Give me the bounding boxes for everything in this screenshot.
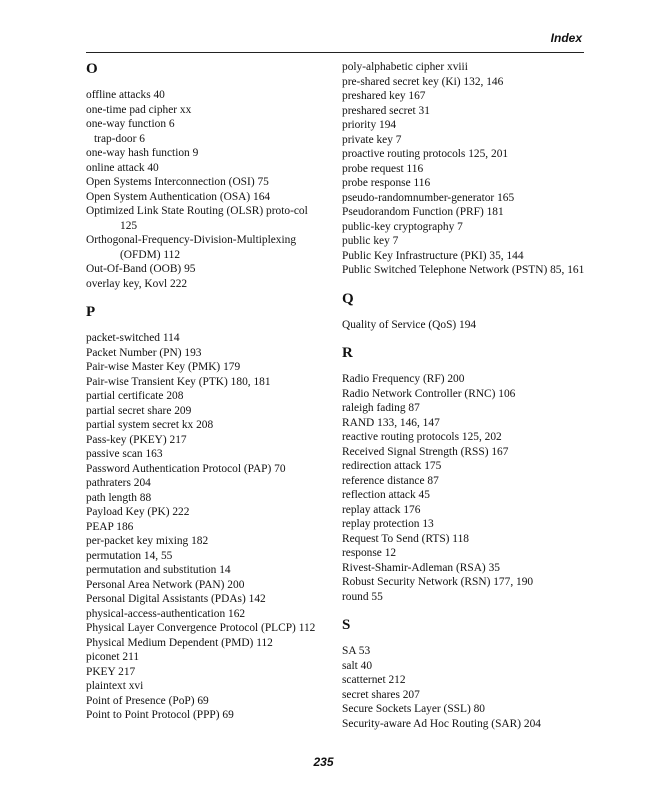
index-entry: Physical Medium Dependent (PMD) 112 [86,636,273,649]
index-entry: preshared secret 31 [342,104,430,117]
index-entry: Secure Sockets Layer (SSL) 80 [342,703,485,715]
index-entry: Pair-wise Transient Key (PTK) 180, 181 [86,375,271,388]
index-section [86,303,326,723]
index-entry: RAND 133, 146, 147 [342,416,440,429]
index-entry: preshared key 167 [342,90,426,102]
entry-list [342,372,586,604]
index-entry: raleigh fading 87 [342,402,420,414]
index-entry: redirection attack 175 [342,460,442,472]
section-letter: Q [342,290,354,307]
index-entry: Packet Number (PN) 193 [86,346,202,359]
index-section [342,616,586,731]
index-entry: priority 194 [342,119,397,131]
index-entry: physical-access-authentication 162 [86,607,246,620]
index-entry: Security-aware Ad Hoc Routing (SAR) 204 [342,717,541,730]
index-entry: probe request 116 [342,162,424,175]
index-entry: partial secret share 209 [86,404,192,417]
index-entry: poly-alphabetic cipher xviii [342,61,468,73]
index-entry: passive scan 163 [86,448,163,460]
entry-list [342,60,586,278]
index-entry: one-time pad cipher xx [86,103,192,116]
index-entry: reactive routing protocols 125, 202 [342,431,502,443]
index-entry: Open System Authentication (OSA) 164 [86,190,271,203]
index-entry: pathraters 204 [86,477,151,489]
entry-list [86,88,326,291]
index-entry: pre-shared secret key (Ki) 132, 146 [342,75,504,88]
index-entry: Radio Frequency (RF) 200 [342,373,465,385]
index-entry: SA 53 [342,645,371,657]
index-section [342,60,586,278]
index-entry: Physical Layer Convergence Protocol (PLCP) 112 [86,622,316,634]
index-entry: Out-Of-Band (OOB) 95 [86,263,196,275]
index-entry: proactive routing protocols 125, 201 [342,148,509,160]
index-section [86,60,326,291]
index-entry: Public Key Infrastructure (PKI) 35, 144 [342,249,524,262]
index-entry: per-packet key mixing 182 [86,535,209,547]
index-entry: Pass-key (PKEY) 217 [86,433,187,446]
index-entry: partial certificate 208 [86,390,184,402]
entry-list [86,331,326,723]
running-head: Index [550,31,582,45]
index-entry: online attack 40 [86,161,159,174]
entry-list [342,318,586,333]
index-entry: Point of Presence (PoP) 69 [86,694,209,707]
index-subentry: trap-door 6 [94,132,145,145]
index-entry: partial system secret kx 208 [86,419,214,431]
index-entry: probe response 116 [342,177,431,189]
index-entry: PKEY 217 [86,665,136,678]
index-entry: round 55 [342,590,383,603]
index-entry: Open Systems Interconnection (OSI) 75 [86,176,269,188]
index-entry: offline attacks 40 [86,89,165,101]
index-entry: Orthogonal-Frequency-Division-Multiplexing (OFDM) 112 [86,234,297,261]
index-entry: Rivest-Shamir-Adleman (RSA) 35 [342,561,500,574]
index-entry: private key 7 [342,133,402,146]
index-entry: salt 40 [342,659,373,672]
index-entry: reference distance 87 [342,474,439,487]
index-entry: reflection attack 45 [342,489,430,501]
index-entry: secret shares 207 [342,688,420,701]
index-entry: Quality of Service (QoS) 194 [342,318,477,331]
index-entry: one-way function 6 [86,118,175,130]
index-section [342,290,586,333]
index-entry: permutation 14, 55 [86,549,173,562]
page-number: 235 [313,755,334,769]
index-entry: Personal Area Network (PAN) 200 [86,578,245,591]
section-letter: O [86,61,98,77]
index-entry: path length 88 [86,491,152,504]
index-entry: plaintext xvi [86,680,144,692]
index-entry: Request To Send (RTS) 118 [342,532,469,545]
index-entry: one-way hash function 9 [86,147,199,159]
index-entry: packet-switched 114 [86,332,180,344]
index-entry: permutation and substitution 14 [86,564,231,576]
index-entry: public key 7 [342,235,399,247]
section-letter: P [86,304,96,320]
index-entry: PEAP 186 [86,520,134,533]
index-entry: pseudo-randomnumber-generator 165 [342,191,515,204]
index-entry: replay attack 176 [342,503,421,516]
index-entry: Optimized Link State Routing (OLSR) proto-col 125 [86,205,308,232]
index-entry: Password Authentication Protocol (PAP) 70 [86,462,286,475]
index-entry: Pair-wise Master Key (PMK) 179 [86,361,241,373]
index-entry: replay protection 13 [342,518,434,530]
index-entry: Radio Network Controller (RNC) 106 [342,387,516,400]
index-entry: Public Switched Telephone Network (PSTN) 85, 161 [342,264,585,276]
index-entry: public-key cryptography 7 [342,220,463,233]
section-letter: R [342,345,353,361]
index-section [342,344,586,604]
index-entry: Robust Security Network (RSN) 177, 190 [342,576,534,588]
index-entry: Personal Digital Assistants (PDAs) 142 [86,593,266,605]
index-entry: scatternet 212 [342,674,406,686]
index-entry: piconet 211 [86,651,140,663]
index-entry: Payload Key (PK) 222 [86,506,190,518]
entry-list [342,644,586,731]
index-entry: response 12 [342,547,397,559]
index-entry: overlay key, Kovl 222 [86,277,188,290]
index-column-left [86,60,326,731]
section-letter: S [342,617,351,633]
page-header [86,30,584,53]
index-entry: Pseudorandom Function (PRF) 181 [342,206,504,218]
index-entry: Point to Point Protocol (PPP) 69 [86,709,234,721]
index-column-right [342,60,586,739]
index-entry: Received Signal Strength (RSS) 167 [342,445,509,458]
